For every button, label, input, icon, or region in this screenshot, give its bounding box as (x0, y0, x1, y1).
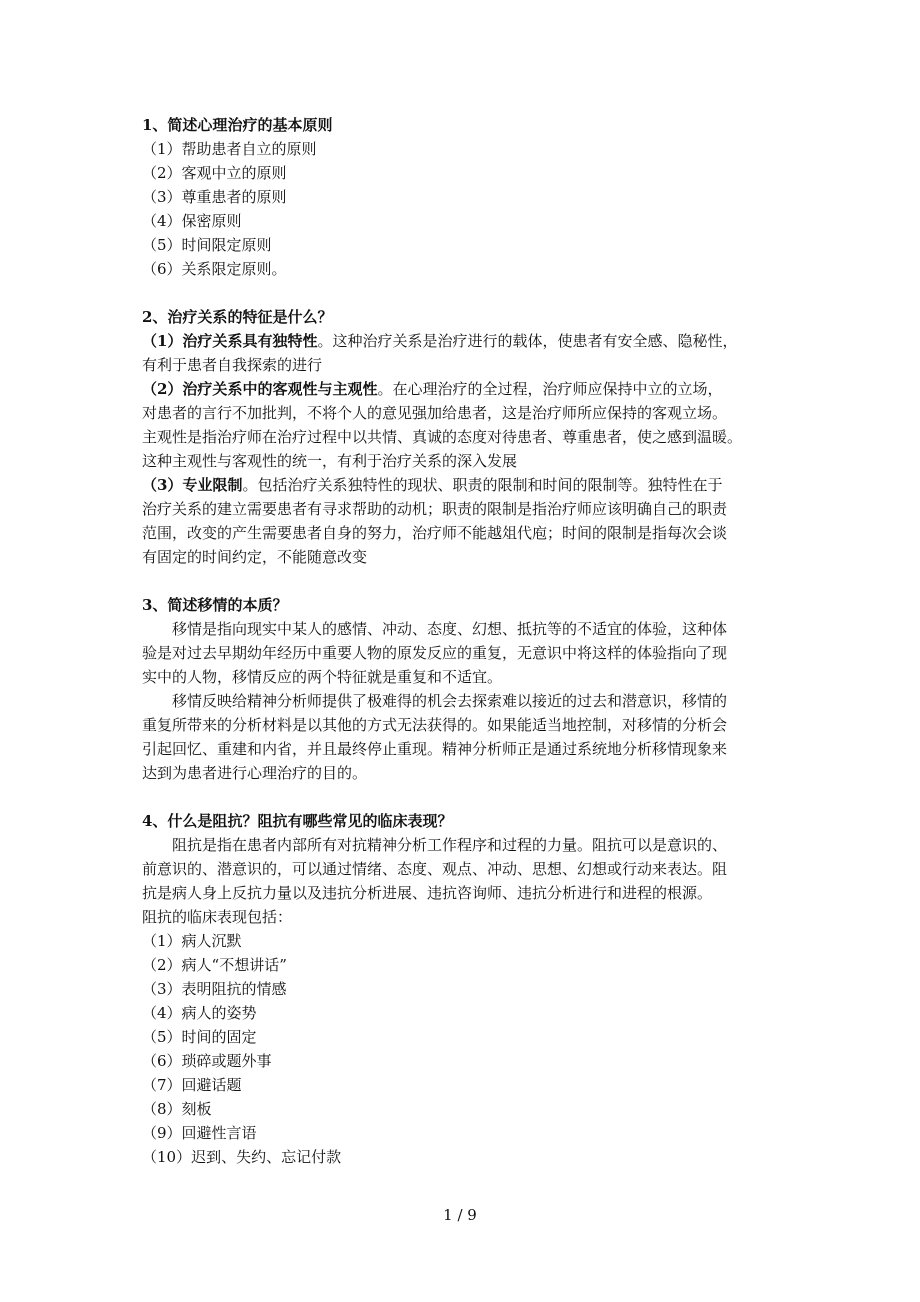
point-heading: （2）治疗关系中的客观性与主观性 (142, 380, 378, 398)
list-item: （7）回避话题 (142, 1076, 242, 1094)
paragraph-line (142, 377, 782, 401)
list-item: （1）病人沉默 (142, 932, 242, 950)
list-item: （4）保密原则 (142, 212, 242, 230)
paragraph-line (142, 329, 782, 353)
paragraph-line: 对患者的言行不加批判，不将个人的意见强加给患者，这是治疗师所应保持的客观立场。 (142, 404, 728, 422)
list-item: （3）表明阻抗的情感 (142, 980, 287, 998)
paragraph-line: 验是对过去早期幼年经历中重要人物的原发反应的重复，无意识中将这样的体验指向了现 (142, 644, 728, 662)
list-item: （9）回避性言语 (142, 1124, 257, 1142)
point-text: 。包括治疗关系独特性的现状、职责的限制和时间的限制等。独特性在于 (242, 476, 723, 494)
section-4-title: 4、什么是阻抗？阻抗有哪些常见的临床表现？ (142, 812, 453, 830)
document-body (142, 113, 782, 1169)
paragraph-line: 这种主观性与客观性的统一，有利于治疗关系的深入发展 (142, 452, 518, 470)
section-1-title: 1、简述心理治疗的基本原则 (142, 116, 333, 134)
list-item: （4）病人的姿势 (142, 1004, 257, 1022)
list-item: （6）琐碎或题外事 (142, 1052, 272, 1070)
paragraph-line: 引起回忆、重建和内省，并且最终停止重现。精神分析师正是通过系统地分析移情现象来 (142, 740, 728, 758)
point-text: 。这种治疗关系是治疗进行的载体，使患者有安全感、隐秘性， (317, 332, 738, 350)
list-item: （3）尊重患者的原则 (142, 188, 287, 206)
list-item: （2）病人“不想讲话” (142, 956, 287, 974)
section-3-title: 3、简述移情的本质？ (142, 596, 288, 614)
list-item: （8）刻板 (142, 1100, 212, 1118)
list-item: （5）时间限定原则 (142, 236, 272, 254)
spacer (142, 281, 782, 305)
paragraph-line: 移情是指向现实中某人的感情、冲动、态度、幻想、抵抗等的不适宜的体验，这种体 (172, 620, 728, 638)
paragraph-line: 有利于患者自我探索的进行 (142, 356, 323, 374)
list-item: （6）关系限定原则。 (142, 260, 287, 278)
paragraph-line: 治疗关系的建立需要患者有寻求帮助的动机；职责的限制是指治疗师应该明确自己的职责 (142, 500, 728, 518)
paragraph-line: 达到为患者进行心理治疗的目的。 (142, 764, 368, 782)
paragraph-line: 主观性是指治疗师在治疗过程中以共情、真诚的态度对待患者、尊重患者，使之感到温暖。 (142, 428, 743, 446)
paragraph-line: 前意识的、潜意识的，可以通过情绪、态度、观点、冲动、思想、幻想或行动来表达。阻 (142, 860, 728, 878)
paragraph-line: 移情反映给精神分析师提供了极难得的机会去探索难以接近的过去和潜意识，移情的 (172, 692, 728, 710)
list-item: （2）客观中立的原则 (142, 164, 287, 182)
spacer (142, 785, 782, 809)
list-item: （10）迟到、失约、忘记付款 (142, 1148, 342, 1166)
paragraph-line (142, 473, 782, 497)
paragraph-line: 实中的人物，移情反应的两个特征就是重复和不适宜。 (142, 668, 503, 686)
list-item: （5）时间的固定 (142, 1028, 257, 1046)
paragraph-line: 抗是病人身上反抗力量以及违抗分析进展、违抗咨询师、违抗分析进行和进程的根源。 (142, 884, 713, 902)
point-heading: （3）专业限制 (142, 476, 243, 494)
point-heading: （1）治疗关系具有独特性 (142, 332, 318, 350)
page-number: 1 / 9 (443, 1206, 477, 1224)
section-2-title: 2、治疗关系的特征是什么？ (142, 308, 333, 326)
spacer (142, 569, 782, 593)
paragraph-line: 阻抗的临床表现包括： (142, 908, 293, 926)
paragraph-line: 重复所带来的分析材料是以其他的方式无法获得的。如果能适当地控制，对移情的分析会 (142, 716, 728, 734)
paragraph-line: 阻抗是指在患者内部所有对抗精神分析工作程序和过程的力量。阻抗可以是意识的、 (172, 836, 728, 854)
paragraph-line: 范围，改变的产生需要患者自身的努力，治疗师不能越俎代庖；时间的限制是指每次会谈 (142, 524, 728, 542)
list-item: （1）帮助患者自立的原则 (142, 140, 317, 158)
point-text: 。在心理治疗的全过程，治疗师应保持中立的立场， (377, 380, 723, 398)
paragraph-line: 有固定的时间约定，不能随意改变 (142, 548, 368, 566)
